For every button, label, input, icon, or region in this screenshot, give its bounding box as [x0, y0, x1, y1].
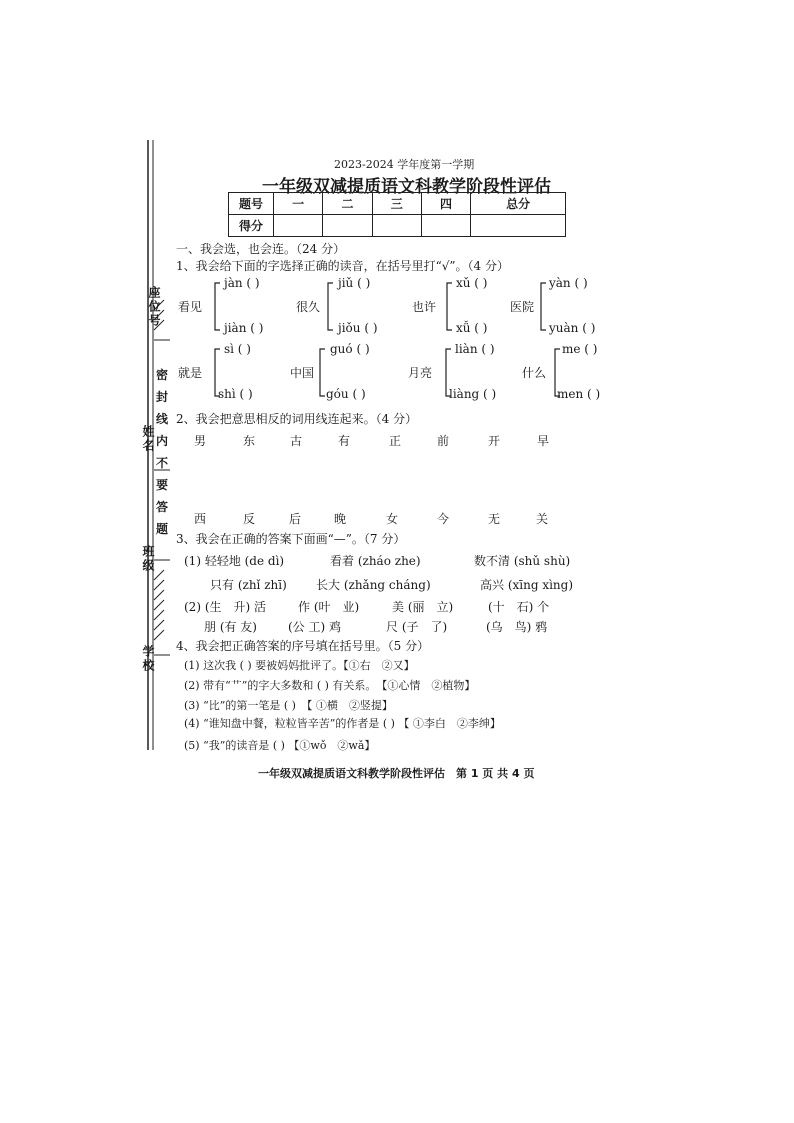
seal-char: 封 [156, 390, 169, 404]
q3-item[interactable]: 美 (丽 立) [392, 600, 454, 614]
q3-item[interactable]: (1) 轻轻地 (de dì) [184, 554, 285, 568]
q1-pinyin-option[interactable]: jàn ( ) [224, 276, 260, 290]
q4-item[interactable]: (1) 这次我 ( ) 要被妈妈批评了。【①右 ②又】 [184, 659, 415, 672]
section-title: 一、我会选，也会连。（24 分） [176, 242, 346, 256]
q1-brackets [0, 0, 794, 420]
q2-word-top[interactable]: 男 [194, 434, 207, 448]
q1-pinyin-option[interactable]: jiàn ( ) [224, 321, 264, 335]
q1-pinyin-option[interactable]: me ( ) [562, 342, 598, 356]
q4-item[interactable]: (4) “谁知盘中餐，粒粒皆辛苦”的作者是 ( ) 【 ①李白 ②李绅】 [184, 717, 501, 730]
q3-item[interactable]: (公 工) 鸡 [288, 620, 341, 634]
q3-item[interactable]: (2) (生 升) 活 [184, 600, 266, 614]
score-table-header: 二 [323, 193, 372, 215]
q2-word-bottom[interactable]: 关 [536, 512, 549, 526]
seal-char: 密 [156, 368, 169, 382]
question-title: 4、我会把正确答案的序号填在括号里。（5 分） [176, 639, 430, 653]
q3-item[interactable]: 数不清 (shǔ shù) [474, 554, 571, 568]
q1-word: 就是 [178, 366, 203, 380]
q2-word-top[interactable]: 开 [488, 434, 501, 448]
q3-item[interactable]: 尺 (子 了) [386, 620, 448, 634]
q1-pinyin-option[interactable]: men ( ) [557, 387, 601, 401]
question-title: 3、我会在正确的答案下面画“—”。（7 分） [176, 532, 406, 546]
seal-char: 题 [156, 522, 169, 536]
q3-item[interactable]: 高兴 (xīng xìng) [480, 578, 574, 592]
page-footer: 一年级双减提质语文科教学阶段性评估 第 1 页 共 4 页 [258, 767, 535, 780]
q1-pinyin-option[interactable]: yuàn ( ) [549, 321, 596, 335]
q1-word: 也许 [412, 300, 437, 314]
q2-word-top[interactable]: 前 [437, 434, 450, 448]
q3-item[interactable]: (十 石) 个 [488, 600, 550, 614]
q3-item[interactable]: 作 (叶 业) [298, 600, 360, 614]
q2-word-bottom[interactable]: 晚 [334, 512, 347, 526]
q2-word-bottom[interactable]: 今 [437, 512, 450, 526]
q1-pinyin-option[interactable]: guó ( ) [330, 342, 370, 356]
q3-item[interactable]: 只有 (zhǐ zhī) [210, 578, 287, 592]
q3-item[interactable]: 朋 (有 友) [204, 620, 257, 634]
q2-word-bottom[interactable]: 无 [488, 512, 501, 526]
seal-char: 内 [156, 434, 169, 448]
q3-item[interactable]: 看着 (zháo zhe) [330, 554, 421, 568]
q3-item[interactable]: 长大 (zhǎng cháng) [316, 578, 431, 592]
school-label: 学校 [141, 645, 155, 673]
q2-word-top[interactable]: 古 [290, 434, 303, 448]
class-label: 班级 [141, 545, 155, 573]
q1-pinyin-option[interactable]: jiǔ ( ) [338, 276, 371, 290]
seal-char: 答 [156, 500, 169, 514]
question-title: 2、我会把意思相反的词用线连起来。（4 分） [176, 412, 418, 426]
q1-word: 很久 [296, 300, 321, 314]
score-table-header: 一 [274, 193, 323, 215]
q1-pinyin-option[interactable]: jiǒu ( ) [338, 321, 378, 335]
q4-item[interactable]: (3) “比”的第一笔是 ( ) 【 ①横 ②竖提】 [184, 699, 393, 712]
q1-word: 看见 [178, 300, 203, 314]
question-title: 1、我会给下面的字选择正确的读音，在括号里打“√”。（4 分） [176, 259, 510, 273]
seal-char: 线 [156, 412, 169, 426]
page-title: 一年级双减提质语文科教学阶段性评估 [262, 177, 551, 197]
q3-item[interactable]: (乌 鸟) 鸦 [486, 620, 548, 634]
q4-item[interactable]: (2) 带有“艹”的字大多数和 ( ) 有关系。 【①心情 ②植物】 [184, 679, 476, 692]
seal-char: 要 [156, 478, 169, 492]
q1-word: 医院 [510, 300, 535, 314]
q1-pinyin-option[interactable]: góu ( ) [326, 387, 366, 401]
seal-char: 不 [156, 456, 169, 470]
q1-word: 月亮 [408, 366, 433, 380]
q4-item[interactable]: (5) “我”的读音是 ( ) 【①wǒ ②wǎ】 [184, 739, 376, 752]
q1-pinyin-option[interactable]: xǚ ( ) [456, 321, 488, 335]
q1-word: 什么 [522, 366, 547, 380]
q1-pinyin-option[interactable]: shì ( ) [218, 387, 253, 401]
name-label: 姓名 [141, 425, 155, 453]
q2-word-top[interactable]: 早 [537, 434, 550, 448]
q2-word-top[interactable]: 正 [389, 434, 402, 448]
q1-pinyin-option[interactable]: xǔ ( ) [456, 276, 488, 290]
q2-word-bottom[interactable]: 后 [289, 512, 302, 526]
q2-word-bottom[interactable]: 西 [194, 512, 207, 526]
seat-number-label: 座位号 [147, 286, 161, 328]
term-label: 2023-2024 学年度第一学期 [334, 158, 475, 171]
q1-pinyin-option[interactable]: sì ( ) [224, 342, 251, 356]
q2-word-bottom[interactable]: 反 [243, 512, 256, 526]
score-table-header: 三 [372, 193, 421, 215]
q2-word-bottom[interactable]: 女 [386, 512, 399, 526]
q2-word-top[interactable]: 有 [338, 434, 351, 448]
score-row-label: 得分 [229, 215, 274, 237]
q2-word-top[interactable]: 东 [243, 434, 256, 448]
q1-pinyin-option[interactable]: yàn ( ) [549, 276, 588, 290]
score-table-header: 题号 [229, 193, 274, 215]
q1-word: 中国 [290, 366, 315, 380]
score-table-header: 总分 [471, 193, 566, 215]
score-table-header: 四 [421, 193, 470, 215]
q1-pinyin-option[interactable]: liàn ( ) [455, 342, 495, 356]
q1-pinyin-option[interactable]: liàng ( ) [449, 387, 497, 401]
